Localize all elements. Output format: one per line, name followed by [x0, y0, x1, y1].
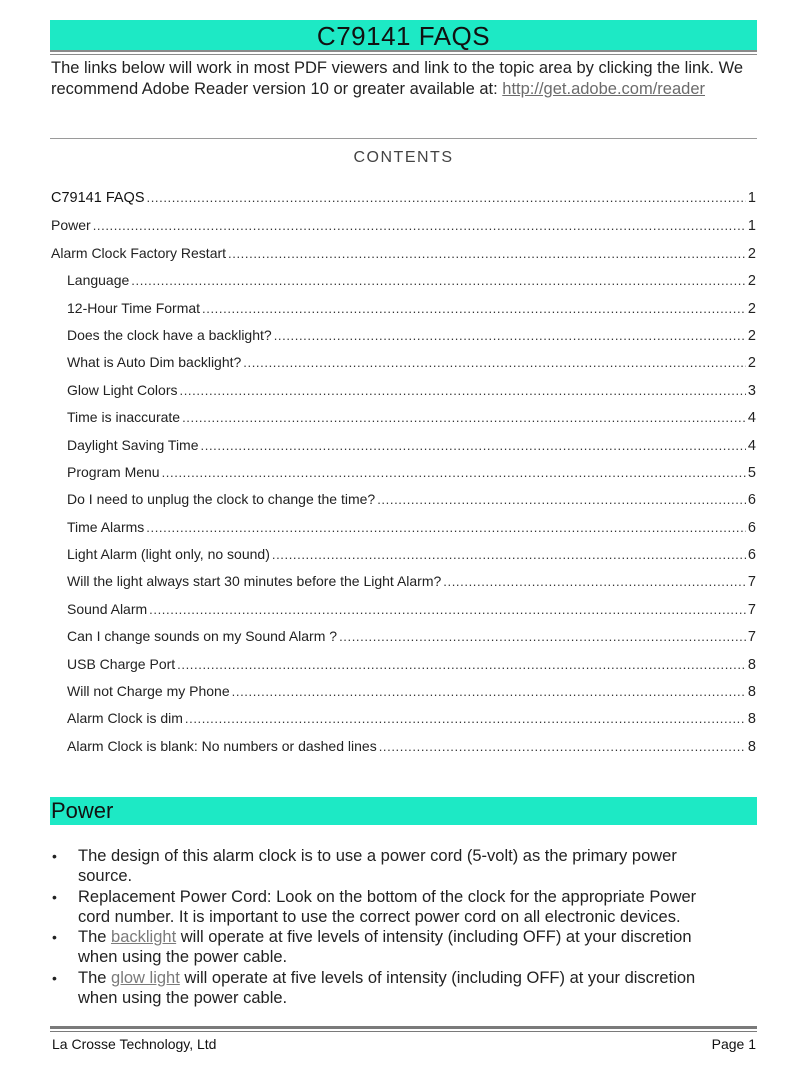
- toc-page-number: 6: [747, 492, 756, 509]
- toc-subitem[interactable]: [51, 491, 756, 518]
- toc-page-number: 7: [747, 629, 756, 646]
- toc-subitem[interactable]: [51, 272, 756, 299]
- page-title: C79141 FAQS: [316, 21, 491, 51]
- toc-subitem[interactable]: [51, 327, 756, 354]
- toc-item-label: Language: [67, 272, 130, 289]
- toc-subitem[interactable]: [51, 464, 756, 491]
- bullet-text-post: will operate at five levels of intensity (including OFF) at your discretion when using the power cable.: [78, 968, 696, 1008]
- toc-leader: [149, 602, 746, 617]
- toc-subitem[interactable]: [51, 409, 756, 436]
- toc-item[interactable]: [51, 217, 756, 244]
- toc-leader: [185, 711, 746, 726]
- bullet-icon: •: [52, 969, 57, 986]
- toc-item-label: What is Auto Dim backlight?: [67, 354, 242, 371]
- section-title: Power: [51, 798, 114, 823]
- toc-leader: [182, 410, 746, 425]
- toc-leader: [162, 465, 746, 480]
- power-section-header: [50, 797, 757, 825]
- bullet-icon: •: [52, 848, 57, 864]
- toc-leader: [147, 190, 746, 205]
- toc-item-label: Light Alarm (light only, no sound): [67, 546, 270, 563]
- toc-page-number: 4: [747, 410, 756, 427]
- toc-item-label: USB Charge Port: [67, 655, 176, 672]
- toc-item-label: Time Alarms: [67, 518, 145, 535]
- toc-leader: [131, 273, 746, 288]
- toc-subitem[interactable]: [51, 546, 756, 573]
- toc-subitem[interactable]: [51, 601, 756, 628]
- toc-item-label: Alarm Clock is blank: No numbers or dashed lines: [67, 737, 377, 754]
- toc-page-number: 7: [747, 601, 756, 618]
- toc-leader: [93, 218, 746, 233]
- toc-page-number: 2: [747, 245, 756, 262]
- toc-item-label: Will not Charge my Phone: [67, 683, 230, 700]
- toc-subitem[interactable]: [51, 437, 756, 464]
- toc-leader: [201, 438, 746, 453]
- toc-leader: [443, 574, 746, 589]
- toc-item-label: Time is inaccurate: [67, 409, 181, 426]
- toc-page-number: 8: [747, 656, 756, 673]
- toc-item-label: Does the clock have a backlight?: [67, 326, 272, 343]
- toc-leader: [272, 547, 746, 562]
- toc-subitem[interactable]: [51, 573, 756, 600]
- toc-leader: [379, 739, 746, 754]
- toc-page-number: 1: [747, 218, 756, 235]
- toc-leader: [274, 328, 746, 343]
- toc-page-number: 8: [747, 738, 756, 755]
- toc-subitem[interactable]: [51, 738, 756, 765]
- toc-item[interactable]: [51, 245, 756, 272]
- footer-page-number: Page 1: [711, 1036, 756, 1052]
- title-bar: [50, 20, 757, 51]
- toc-item-label: Glow Light Colors: [67, 381, 178, 398]
- toc-item-label: Can I change sounds on my Sound Alarm ?: [67, 628, 338, 645]
- bullet-text: The design of this alarm clock is to use a power cord (5-volt) as the primary power source.: [78, 847, 677, 886]
- toc-page-number: 4: [747, 437, 756, 454]
- contents-heading: CONTENTS: [353, 149, 454, 166]
- contents-divider: [50, 138, 757, 139]
- toc-item-label: Will the light always start 30 minutes before the Light Alarm?: [67, 573, 442, 590]
- title-divider: [50, 50, 757, 55]
- toc-item-label: Alarm Clock is dim: [67, 710, 183, 727]
- toc-page-number: 2: [747, 327, 756, 344]
- toc-subitem[interactable]: [51, 628, 756, 655]
- adobe-reader-link[interactable]: http://get.adobe.com/reader: [502, 80, 705, 98]
- toc-page-number: 5: [747, 464, 756, 481]
- toc-subitem[interactable]: [51, 683, 756, 710]
- toc-page-number: 2: [747, 273, 756, 290]
- toc-page-number: 7: [747, 574, 756, 591]
- toc-leader: [202, 301, 746, 316]
- toc-leader: [146, 520, 746, 535]
- list-item: [52, 887, 732, 928]
- toc-subitem[interactable]: [51, 656, 756, 683]
- bullet-text-pre: The: [78, 928, 112, 947]
- toc-item-label: 12-Hour Time Format: [67, 299, 201, 316]
- bullet-icon: •: [52, 929, 57, 946]
- bullet-text-pre: The: [78, 968, 112, 987]
- toc-subitem[interactable]: [51, 354, 756, 381]
- toc-leader: [180, 383, 746, 398]
- toc-subitem[interactable]: [51, 382, 756, 409]
- bullet-icon: •: [52, 888, 57, 905]
- toc-leader: [228, 246, 746, 261]
- list-item: [52, 968, 732, 1009]
- toc-item-label: Alarm Clock Factory Restart: [51, 244, 227, 261]
- toc-leader: [339, 629, 746, 644]
- toc-item-label: Sound Alarm: [67, 600, 148, 617]
- glow-light-link[interactable]: glow light: [111, 968, 180, 987]
- toc-item-label: Program Menu: [67, 463, 160, 480]
- backlight-link[interactable]: backlight: [111, 928, 177, 947]
- toc-leader: [232, 684, 746, 699]
- toc-page-number: 6: [747, 547, 756, 564]
- toc-page-number: 2: [747, 355, 756, 372]
- toc-page-number: 8: [747, 684, 756, 701]
- toc-page-number: 3: [747, 382, 756, 399]
- toc-item-label: Power: [51, 217, 91, 234]
- toc-subitem[interactable]: [51, 710, 756, 737]
- bullet-text-post: will operate at five levels of intensity (including OFF) at your discretion when using the power cable.: [78, 928, 692, 967]
- power-bullet-list: [52, 846, 732, 1008]
- toc-item-label: Daylight Saving Time: [67, 436, 199, 453]
- toc-subitem[interactable]: [51, 300, 756, 327]
- toc-item-label: C79141 FAQS: [51, 190, 145, 206]
- list-item: [52, 846, 732, 887]
- list-item: [52, 927, 732, 968]
- table-of-contents: [51, 190, 756, 765]
- footer-divider: [50, 1026, 757, 1032]
- bullet-text: Replacement Power Cord: Look on the bottom of the clock for the appropriate Power cord number. It is important to use the correct power cord on all electronic devices.: [78, 887, 697, 926]
- toc-page-number: 1: [747, 190, 756, 206]
- intro-text: The links below will work in most PDF viewers and link to the topic area by clicking the link. We recommend Adobe Reader version 10 or greater available at:: [51, 59, 744, 98]
- toc-item-label: Do I need to unplug the clock to change the time?: [67, 491, 376, 508]
- toc-page-number: 8: [747, 711, 756, 728]
- toc-subitem[interactable]: [51, 519, 756, 546]
- toc-page-number: 6: [747, 519, 756, 536]
- intro-paragraph: [51, 58, 751, 100]
- toc-page-number: 2: [747, 300, 756, 317]
- toc-leader: [377, 492, 746, 507]
- toc-item[interactable]: [51, 190, 756, 217]
- footer-company: La Crosse Technology, Ltd: [52, 1036, 217, 1052]
- toc-leader: [177, 657, 746, 672]
- toc-leader: [243, 355, 746, 370]
